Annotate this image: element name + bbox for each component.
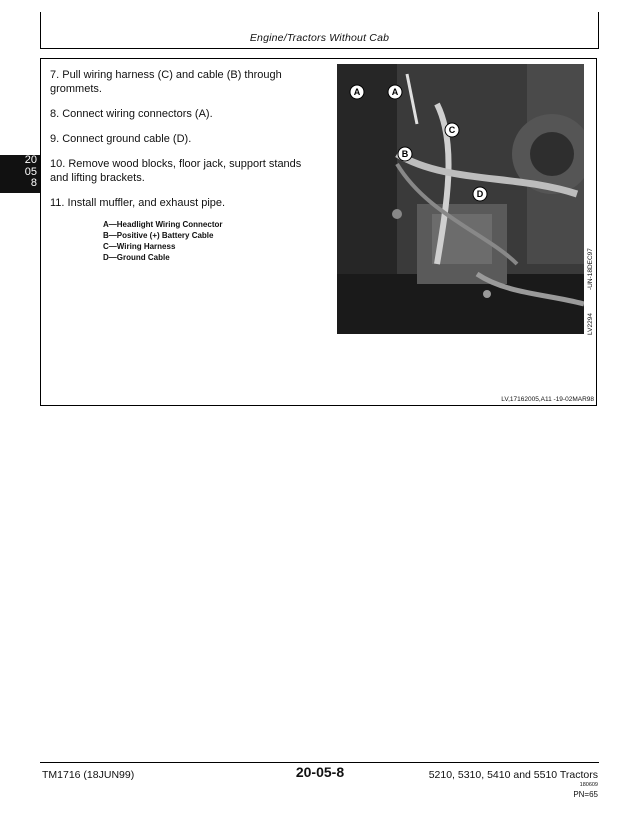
callout-d [473,187,487,201]
engine-photo-illustration [337,64,584,334]
step-8: 8. Connect wiring connectors (A). [50,108,213,120]
callout-label: A [353,87,361,97]
callout-b [398,147,412,161]
photo-code-vertical: LV2294 [587,313,594,335]
page-header-title: Engine/Tractors Without Cab [249,32,390,44]
footer-pn: PN=65 [573,790,598,799]
callout-c [445,123,459,137]
legend-item: D—Ground Cable [103,253,170,262]
footer-models: 5210, 5310, 5410 and 5510 Tractors [428,769,598,781]
header-rule [40,48,599,49]
callout-label: D [476,189,484,199]
section-tab-line: 8 [30,177,37,189]
section-tab-line: 05 [24,165,37,178]
footer-page-number: 20-05-8 [295,764,345,780]
footer-rule [40,762,599,763]
footer-manual-id: TM1716 (18JUN99) [42,769,135,781]
footer-date-code: 180609 [579,782,598,788]
section-tab-line: 20 [24,154,37,166]
step-11: 11. Install muffler, and exhaust pipe. [50,197,226,209]
reference-code: LV,17162005,A11 -19-02MAR98 [501,396,594,403]
step-9: 9. Connect ground cable (D). [50,133,192,145]
photo-code-vertical: -UN-18DEC97 [587,248,594,290]
procedure-steps [50,68,322,221]
step-7: 7. Pull wiring harness (C) and cable (B) through grommets. [50,69,282,95]
callout-label: C [448,125,456,135]
section-tab-text [0,155,40,190]
step-10: 10. Remove wood blocks, floor jack, support stands and lifting brackets. [50,158,302,184]
callout-legend [103,219,222,263]
legend-item: B—Positive (+) Battery Cable [103,231,214,240]
legend-item: C—Wiring Harness [103,242,176,251]
callout-label: A [391,87,399,97]
callout-label: B [401,149,409,159]
legend-item: A—Headlight Wiring Connector [103,220,223,229]
callout-a-2 [350,85,364,99]
callout-a-1 [388,85,402,99]
engine-photo [337,64,584,334]
